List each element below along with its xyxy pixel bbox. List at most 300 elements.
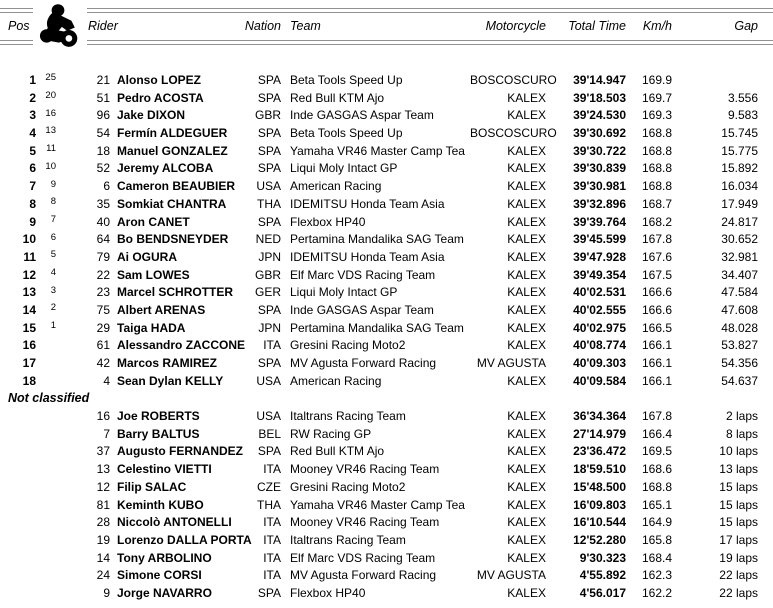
gap-cell: 9.583 [727,108,758,123]
rider-number-cell: 64 [96,232,110,247]
rider-number-cell: 14 [96,550,110,565]
column-header-total-time: Total Time [568,19,626,33]
team-cell: Italtrans Racing Team [290,532,406,547]
gap-cell: 32.981 [721,249,758,264]
rider-name-cell: Tony ARBOLINO [117,550,212,565]
rider-name-cell: Aron CANET [117,214,190,229]
motorcycle-cell: KALEX [507,373,546,388]
column-header-motorcycle: Motorcycle [485,19,546,33]
gap-cell: 17.949 [721,196,758,211]
position-cell: 17 [22,356,36,370]
rider-name-cell: Jeremy ALCOBA [117,161,214,176]
nation-cell: SPA [257,126,281,141]
points-cell: 1 [50,320,56,332]
team-cell: Beta Tools Speed Up [290,73,403,87]
motorcycle-cell: KALEX [507,532,546,547]
nation-cell: SPA [257,444,281,459]
gap-cell: 30.652 [721,232,758,247]
table-row [0,267,773,285]
team-cell: IDEMITSU Honda Team Asia [290,249,445,264]
header-top-rule-2 [0,12,773,13]
points-cell [36,352,56,370]
motorcycle-cell: KALEX [507,515,546,530]
position-cell: 5 [29,143,36,158]
rider-name-cell: Niccolò ANTONELLI [117,515,232,530]
kmh-cell: 166.6 [641,302,672,317]
nation-cell: USA [256,409,281,424]
nation-cell: BEL [258,426,281,441]
kmh-cell: 165.1 [641,497,672,512]
total-time-cell: 39'49.354 [573,267,626,282]
table-row [0,90,773,108]
points-cell: 8 [50,196,56,208]
table-row [0,337,773,355]
kmh-cell: 168.8 [641,126,672,141]
team-cell: Red Bull KTM Ajo [290,90,385,105]
position-cell: 14 [22,302,36,317]
total-time-cell: 23'36.472 [573,444,626,459]
gap-cell: 22 laps [719,585,758,600]
motorcycle-cell: KALEX [507,196,546,211]
motorcycle-cell: KALEX [507,108,546,123]
kmh-cell: 167.5 [641,267,672,282]
kmh-cell: 166.1 [641,373,672,388]
points-cell [36,476,56,494]
nation-cell: ITA [263,550,281,565]
team-cell: Gresini Racing Moto2 [290,338,406,353]
column-header-rider: Rider [88,19,118,33]
gap-cell: 15.892 [721,161,758,176]
nation-cell: GBR [254,267,281,282]
total-time-cell: 40'02.555 [573,302,626,317]
kmh-cell: 169.9 [641,73,672,87]
position-cell: 3 [29,108,36,123]
kmh-cell: 168.8 [641,179,672,194]
position-cell [0,497,36,515]
total-time-cell: 39'39.764 [573,214,626,229]
points-cell: 4 [50,266,56,278]
rider-number-cell: 6 [103,179,110,194]
table-row [0,479,773,497]
rider-name-cell: Lorenzo DALLA PORTA [117,532,252,547]
total-time-cell: 39'45.599 [573,232,626,247]
position-cell: 13 [22,285,36,300]
nation-cell: SPA [257,161,281,176]
rider-number-cell: 23 [96,285,110,300]
total-time-cell: 39'18.503 [573,90,626,105]
rider-number-cell: 12 [96,479,110,494]
kmh-cell: 168.2 [641,214,672,229]
rider-name-cell: Keminth KUBO [117,497,204,512]
rider-name-cell: Bo BENDSNEYDER [117,232,229,247]
kmh-cell: 168.8 [641,161,672,176]
total-time-cell: 40'02.975 [573,320,626,335]
team-cell: Elf Marc VDS Racing Team [290,550,436,565]
position-cell: 12 [22,267,36,282]
team-cell: Liqui Moly Intact GP [290,161,398,176]
kmh-cell: 168.8 [641,479,672,494]
kmh-cell: 164.9 [641,515,672,530]
rider-name-cell: Ai OGURA [117,249,177,264]
rider-name-cell: Pedro ACOSTA [117,90,204,105]
motorcycle-cell: KALEX [507,214,546,229]
points-cell [36,441,56,459]
points-cell [36,405,56,423]
gap-cell: 19 laps [719,550,758,565]
rider-name-cell: Barry BALTUS [117,426,200,441]
rider-name-cell: Fermín ALDEGUER [117,126,228,141]
total-time-cell: 39'47.928 [573,249,626,264]
kmh-cell: 167.8 [641,409,672,424]
points-cell [36,529,56,547]
rider-name-cell: Marcel SCHROTTER [117,285,234,300]
column-header-nation: Nation [244,19,281,33]
rider-name-cell: Celestino VIETTI [117,462,212,477]
column-header-gap: Gap [734,19,758,33]
rider-number-cell: 4 [103,373,110,388]
gap-cell: 15.775 [721,143,758,158]
motorcycle-cell: KALEX [507,232,546,247]
nation-cell: ITA [263,568,281,583]
motorcycle-cell: BOSCOSCURO [470,73,557,87]
gap-cell: 15 laps [719,479,758,494]
nation-cell: ITA [263,462,281,477]
column-header-team: Team [290,19,321,33]
team-cell: Flexbox HP40 [290,214,366,229]
table-row [0,249,773,267]
team-cell: Italtrans Racing Team [290,409,406,424]
rider-number-cell: 51 [96,90,110,105]
rider-number-cell: 40 [96,214,110,229]
points-cell: 11 [46,143,56,155]
total-time-cell: 4'56.017 [579,585,626,600]
table-row [0,320,773,338]
points-cell [36,335,56,353]
position-cell: 1 [29,73,36,87]
table-row [0,302,773,320]
points-cell: 3 [50,284,56,296]
table-row [0,567,773,585]
nation-cell: SPA [257,356,281,370]
gap-cell: 15.745 [721,126,758,141]
position-cell: 9 [29,214,36,229]
kmh-cell: 165.8 [641,532,672,547]
position-cell [0,567,36,585]
table-row [0,284,773,302]
team-cell: Liqui Moly Intact GP [290,285,398,300]
motorcycle-cell: MV AGUSTA [476,356,546,370]
motorcycle-cell: BOSCOSCURO [470,126,557,141]
points-cell: 16 [45,107,56,119]
rider-number-cell: 79 [96,249,110,264]
table-row [0,125,773,143]
total-time-cell: 40'02.531 [573,285,626,300]
motorcycle-cell: KALEX [507,143,546,158]
kmh-cell: 162.2 [641,585,672,600]
points-cell [36,547,56,565]
position-cell [0,461,36,479]
team-cell: Red Bull KTM Ajo [290,444,385,459]
motorcycle-cell: KALEX [507,320,546,335]
motorcycle-cell: KALEX [507,285,546,300]
kmh-cell: 169.7 [641,90,672,105]
kmh-cell: 168.8 [641,143,672,158]
gap-cell: 8 laps [725,426,758,441]
rider-name-cell: Alessandro ZACCONE [117,338,246,353]
table-row [0,107,773,125]
team-cell: Gresini Racing Moto2 [290,479,406,494]
nation-cell: SPA [257,73,281,87]
table-row [0,532,773,550]
gap-cell: 48.028 [721,320,758,335]
team-cell: MV Agusta Forward Racing [290,356,437,370]
table-row [0,178,773,196]
team-cell: RW Racing GP [290,426,372,441]
gap-cell: 15 laps [719,515,758,530]
motorcycle-cell: KALEX [507,462,546,477]
team-cell: Pertamina Mandalika SAG Team [290,232,464,247]
nation-cell: JPN [258,249,281,264]
table-row [0,426,773,444]
motorcycle-cell: KALEX [507,550,546,565]
points-cell: 2 [50,302,56,314]
motorcycle-cell: KALEX [507,497,546,512]
kmh-cell: 166.1 [641,338,672,353]
total-time-cell: 39'14.947 [573,73,626,87]
total-time-cell: 39'30.981 [573,179,626,194]
rider-number-cell: 52 [96,161,110,176]
gap-cell: 53.827 [721,338,758,353]
total-time-cell: 39'30.692 [573,126,626,141]
total-time-cell: 39'32.896 [573,196,626,211]
column-header-pos: Pos [8,19,30,33]
rider-name-cell: Jorge NAVARRO [117,585,212,600]
total-time-cell: 39'30.839 [573,161,626,176]
table-row [0,550,773,568]
rider-name-cell: Simone CORSI [117,568,202,583]
motorcycle-cell: KALEX [507,179,546,194]
gap-cell: 54.637 [721,373,758,388]
total-time-cell: 9'30.323 [579,550,626,565]
position-cell [0,479,36,497]
gap-cell: 47.608 [721,302,758,317]
gap-cell: 16.034 [721,179,758,194]
gap-cell: 54.356 [721,356,758,370]
rider-number-cell: 18 [96,143,110,158]
team-cell: Elf Marc VDS Racing Team [290,267,436,282]
points-cell [36,459,56,477]
team-cell: MV Agusta Forward Racing [290,568,437,583]
team-cell: Yamaha VR46 Master Camp Tea [290,497,465,512]
gap-cell: 24.817 [721,214,758,229]
table-row [0,497,773,515]
rider-number-cell: 75 [96,302,110,317]
team-cell: Inde GASGAS Aspar Team [290,302,434,317]
motorcycle-cell: KALEX [507,479,546,494]
nation-cell: SPA [257,302,281,317]
table-row [0,143,773,161]
gap-cell: 2 laps [725,409,758,424]
nation-cell: SPA [257,585,281,600]
rider-name-cell: Cameron BEAUBIER [117,179,236,194]
nation-cell: SPA [257,214,281,229]
nation-cell: ITA [263,338,281,353]
gap-cell: 17 laps [719,532,758,547]
position-cell: 16 [22,338,36,353]
nation-cell: USA [256,179,281,194]
kmh-cell: 166.4 [641,426,672,441]
gap-cell: 13 laps [719,462,758,477]
team-cell: IDEMITSU Honda Team Asia [290,196,445,211]
gap-cell: 3.556 [727,90,758,105]
position-cell: 11 [23,249,36,264]
position-cell: 7 [29,179,36,194]
rider-number-cell: 9 [103,585,110,600]
total-time-cell: 39'30.722 [573,143,626,158]
rider-number-cell: 54 [96,126,110,141]
table-row [0,408,773,426]
total-time-cell: 12'52.280 [573,532,626,547]
total-time-cell: 15'48.500 [573,479,626,494]
table-row [0,514,773,532]
table-header [0,0,773,52]
table-row [0,443,773,461]
nation-cell: GBR [254,108,281,123]
rider-name-cell: Augusto FERNANDEZ [117,444,243,459]
rider-number-cell: 22 [96,267,110,282]
rider-name-cell: Sam LOWES [117,267,190,282]
position-cell: 4 [29,126,36,141]
position-cell: 8 [29,196,36,211]
team-cell: Yamaha VR46 Master Camp Tea [290,143,465,158]
motorcycle-cell: KALEX [507,585,546,600]
gap-cell [676,72,762,90]
points-cell: 5 [50,249,56,261]
nation-cell: USA [256,373,281,388]
position-cell [0,550,36,568]
rider-name-cell: Alonso LOPEZ [117,73,201,87]
team-cell: Beta Tools Speed Up [290,126,403,141]
rider-number-cell: 29 [96,320,110,335]
position-cell: 10 [22,232,36,247]
total-time-cell: 27'14.979 [573,426,626,441]
kmh-cell: 168.7 [641,196,672,211]
motorcycle-cell: KALEX [507,90,546,105]
kmh-cell: 168.6 [641,462,672,477]
nation-cell: SPA [257,90,281,105]
rider-number-cell: 24 [96,568,110,583]
gap-cell: 47.584 [721,285,758,300]
gap-cell: 22 laps [719,568,758,583]
table-row [0,461,773,479]
rider-name-cell: Filip SALAC [117,479,187,494]
points-cell: 9 [50,178,56,190]
header-top-rule-1 [0,8,773,9]
rider-name-cell: Joe ROBERTS [117,409,200,424]
rider-number-cell: 16 [96,409,110,424]
table-row [0,231,773,249]
header-bottom-rule-2 [0,44,773,45]
motorcycle-cell: KALEX [507,267,546,282]
rider-name-cell: Jake DIXON [117,108,186,123]
points-cell [36,512,56,530]
total-time-cell: 40'09.303 [573,356,626,370]
team-cell: Pertamina Mandalika SAG Team [290,320,464,335]
kmh-cell: 166.5 [641,320,672,335]
nation-cell: GER [254,285,281,300]
total-time-cell: 4'55.892 [579,568,626,583]
table-row [0,355,773,373]
total-time-cell: 36'34.364 [573,409,626,424]
nation-cell: ITA [263,532,281,547]
nation-cell: THA [257,497,281,512]
team-cell: American Racing [290,179,382,194]
points-cell: 7 [50,213,56,225]
nation-cell: JPN [258,320,281,335]
nation-cell: CZE [257,479,281,494]
position-cell [0,426,36,444]
team-cell: Inde GASGAS Aspar Team [290,108,434,123]
motorcycle-cell: KALEX [507,338,546,353]
position-cell [0,514,36,532]
rider-number-cell: 19 [96,532,110,547]
table-row [0,160,773,178]
gap-cell: 15 laps [719,497,758,512]
team-cell: Flexbox HP40 [290,585,366,600]
position-cell: 18 [22,373,36,388]
points-cell: 6 [50,231,56,243]
table-row [0,72,773,90]
rider-name-cell: Sean Dylan KELLY [117,373,224,388]
rider-number-cell: 61 [96,338,110,353]
header-bottom-rule-1 [0,40,773,41]
position-cell [0,408,36,426]
points-cell [36,494,56,512]
rider-name-cell: Marcos RAMIREZ [117,356,218,370]
motorcycle-cell: KALEX [507,426,546,441]
rider-number-cell: 35 [96,196,110,211]
kmh-cell: 162.3 [641,568,672,583]
rider-number-cell: 81 [96,497,110,512]
motorcycle-racer-icon [33,0,87,50]
points-cell: 13 [45,125,56,137]
kmh-cell: 167.8 [641,232,672,247]
points-cell [36,370,56,388]
rider-number-cell: 28 [96,515,110,530]
gap-cell: 34.407 [721,267,758,282]
rider-name-cell: Somkiat CHANTRA [117,196,227,211]
motorcycle-cell: KALEX [507,302,546,317]
kmh-cell: 166.1 [641,356,672,370]
total-time-cell: 16'10.544 [573,515,626,530]
kmh-cell: 168.4 [641,550,672,565]
motorcycle-cell: KALEX [507,161,546,176]
team-cell: American Racing [290,373,382,388]
rider-name-cell: Taiga HADA [117,320,186,335]
position-cell: 2 [29,90,36,105]
rider-number-cell: 37 [96,444,110,459]
total-time-cell: 16'09.803 [573,497,626,512]
nation-cell: NED [255,232,281,247]
not-classified-heading: Not classified [8,391,90,406]
gap-cell: 10 laps [719,444,758,459]
rider-name-cell: Manuel GONZALEZ [117,143,228,158]
position-cell [0,443,36,461]
motorcycle-cell: KALEX [507,444,546,459]
total-time-cell: 40'08.774 [573,338,626,353]
column-header-kmh: Km/h [642,19,672,33]
motorcycle-cell: KALEX [507,409,546,424]
